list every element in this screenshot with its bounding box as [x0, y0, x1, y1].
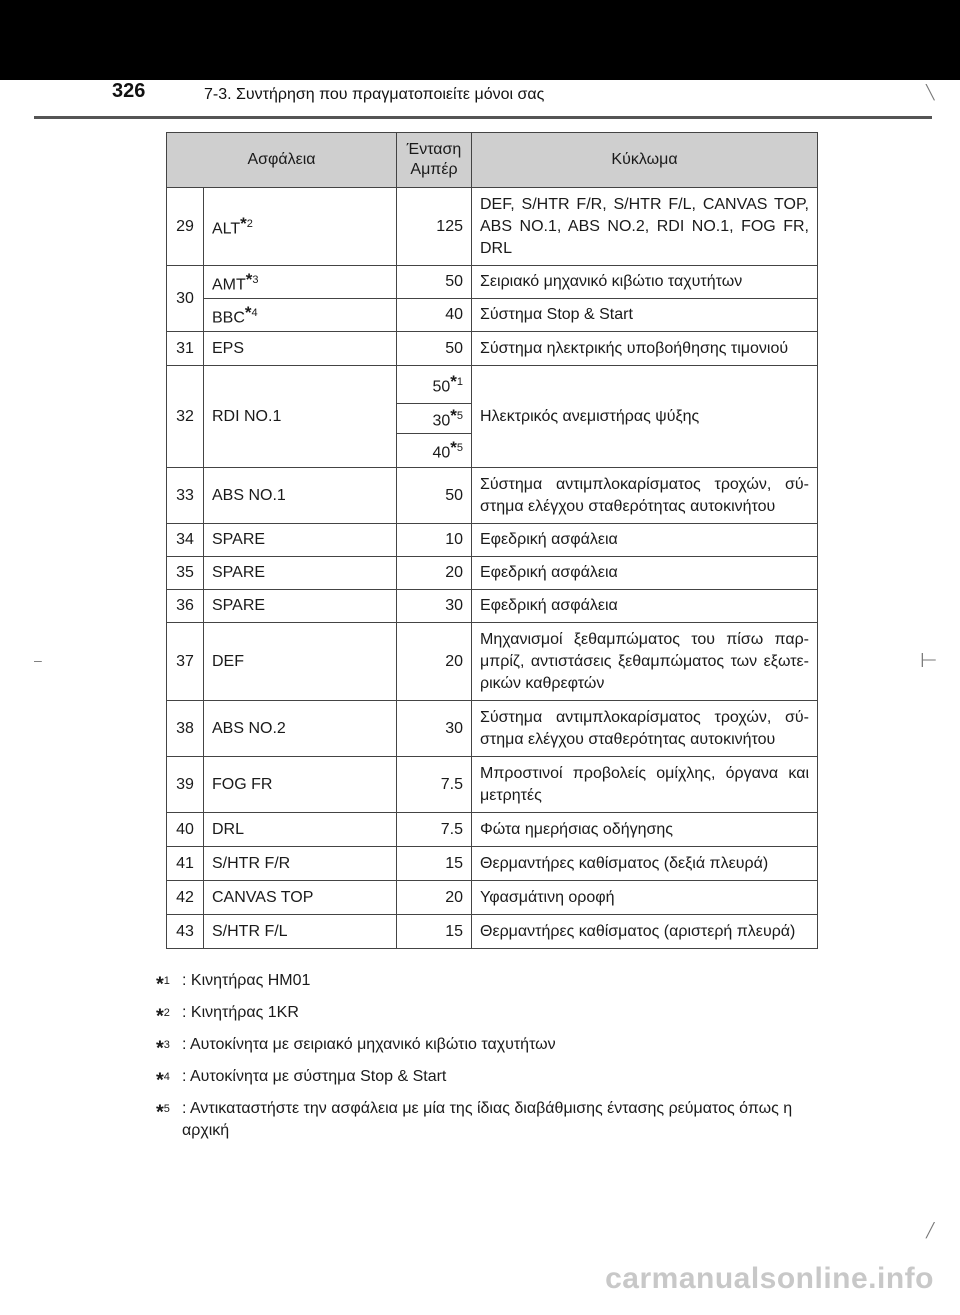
footnote: [156, 1098, 820, 1142]
fuse-amperage: 50$^{*1}$: [397, 366, 472, 404]
fuse-circuit: Υφασμάτινη οροφή: [472, 881, 818, 915]
fuse-name: ABS NO.1: [204, 468, 397, 524]
fuse-number: 38: [167, 701, 204, 757]
table-row: [167, 813, 818, 847]
fuse-number: 36: [167, 590, 204, 623]
fuse-amperage: 20: [397, 623, 472, 701]
table-row: [167, 590, 818, 623]
table-row: [167, 188, 818, 266]
fuse-amperage: 20: [397, 557, 472, 590]
fuse-number: 43: [167, 915, 204, 949]
fuse-circuit: Εφεδρική ασφάλεια: [472, 557, 818, 590]
fuse-number: 33: [167, 468, 204, 524]
fuse-name: ALT$^{*2}$: [204, 188, 397, 266]
fuse-circuit: Σύστημα αντιμπλοκαρίσματος τροχών, σύ-στημα ελέγχου σταθερότητας αυτοκινήτου: [472, 701, 818, 757]
fuse-amperage: 15: [397, 847, 472, 881]
table-row: [167, 524, 818, 557]
fuse-circuit: Σύστημα ηλεκτρικής υποβοήθησης τιμονιού: [472, 332, 818, 366]
fuse-name: FOG FR: [204, 757, 397, 813]
footnote: [156, 1034, 820, 1060]
fuse-name: SPARE: [204, 524, 397, 557]
fuse-amperage: 20: [397, 881, 472, 915]
fuse-circuit: Μηχανισμοί ξεθαμπώματος του πίσω παρ-μπρίζ, αντιστάσεις ξεθαμπώματος των εξωτε-ρικών καθρεφτών: [472, 623, 818, 701]
footnotes: [156, 970, 820, 1152]
footnote-text: : Αντικαταστήστε την ασφάλεια με μία της ίδιας διαβάθμισης έντασης ρεύματος όπως η αρχική: [182, 1100, 793, 1139]
table-row: [167, 299, 818, 332]
fuse-name: CANVAS TOP: [204, 881, 397, 915]
table-header-row: [167, 133, 818, 188]
fuse-amperage: 10: [397, 524, 472, 557]
footnote-marker: *$^5$: [156, 1101, 170, 1124]
fuse-amperage: 7.5: [397, 757, 472, 813]
fuse-number: 30: [167, 266, 204, 332]
header-rule: [34, 116, 932, 119]
table-row: [167, 847, 818, 881]
column-header-fuse: Ασφάλεια: [167, 133, 397, 188]
page-number: 326: [112, 80, 146, 102]
fuse-circuit: Ηλεκτρικός ανεμιστήρας ψύξης: [472, 366, 818, 468]
table-row: [167, 557, 818, 590]
fuse-number: 37: [167, 623, 204, 701]
fuse-name: RDI NO.1: [204, 366, 397, 468]
fuse-number: 39: [167, 757, 204, 813]
footnote-text: : Αυτοκίνητα με σειριακό μηχανικό κιβώτιο ταχυτήτων: [182, 1036, 556, 1053]
fuse-number: 42: [167, 881, 204, 915]
table-row: [167, 915, 818, 949]
fuse-circuit: Εφεδρική ασφάλεια: [472, 590, 818, 623]
footnote-marker: *$^2$: [156, 1005, 170, 1028]
footnote: [156, 1066, 820, 1092]
fuse-name: ABS NO.2: [204, 701, 397, 757]
fuse-number: 29: [167, 188, 204, 266]
footnote-text: : Κινητήρας 1KR: [182, 1004, 299, 1021]
fuse-name: BBC$^{*4}$: [204, 299, 397, 332]
footnote-marker: *$^4$: [156, 1069, 170, 1092]
fuse-name: EPS: [204, 332, 397, 366]
fuse-name: S/HTR F/R: [204, 847, 397, 881]
footnote-text: : Κινητήρας HM01: [182, 972, 311, 989]
footnote: [156, 970, 820, 996]
crop-mark-top-right: ╲: [926, 84, 935, 100]
site-watermark: carmanualsonline.info: [605, 1262, 934, 1295]
fuse-amperage: 15: [397, 915, 472, 949]
table-row: [167, 366, 818, 404]
table-row: [167, 757, 818, 813]
fuse-circuit: Φώτα ημερήσιας οδήγησης: [472, 813, 818, 847]
fuse-circuit: Θερμαντήρες καθίσματος (αριστερή πλευρά): [472, 915, 818, 949]
fuse-circuit: Σύστημα αντιμπλοκαρίσματος τροχών, σύ-στημα ελέγχου σταθερότητας αυτοκινήτου: [472, 468, 818, 524]
fuse-circuit: Εφεδρική ασφάλεια: [472, 524, 818, 557]
table-row: [167, 468, 818, 524]
fuse-amperage: 7.5: [397, 813, 472, 847]
fuse-number: 40: [167, 813, 204, 847]
crop-mark-right: ⊢: [920, 650, 938, 672]
fuse-name: DRL: [204, 813, 397, 847]
fuse-number: 34: [167, 524, 204, 557]
fuse-amperage: 30: [397, 701, 472, 757]
fuse-amperage: 125: [397, 188, 472, 266]
fuse-number: 32: [167, 366, 204, 468]
fuse-amperage: 50: [397, 266, 472, 299]
fuse-number: 31: [167, 332, 204, 366]
fuse-amperage: 40$^{*5}$: [397, 434, 472, 468]
footnote: [156, 1002, 820, 1028]
crop-mark-bottom-right: ╱: [926, 1222, 935, 1238]
table-row: [167, 266, 818, 299]
fuse-circuit: Σύστημα Stop & Start: [472, 299, 818, 332]
fuse-amperage: 30: [397, 590, 472, 623]
table-row: [167, 701, 818, 757]
fuse-name: AMT$^{*3}$: [204, 266, 397, 299]
footnote-text: : Αυτοκίνητα με σύστημα Stop & Start: [182, 1068, 447, 1085]
fuse-circuit: Θερμαντήρες καθίσματος (δεξιά πλευρά): [472, 847, 818, 881]
table-row: [167, 332, 818, 366]
fuse-name: SPARE: [204, 590, 397, 623]
column-header-circuit: Κύκλωμα: [472, 133, 818, 188]
crop-mark-left: –: [34, 652, 42, 668]
fuse-circuit: Σειριακό μηχανικό κιβώτιο ταχυτήτων: [472, 266, 818, 299]
footnote-marker: *$^1$: [156, 973, 170, 996]
column-header-amperage: Ένταση Αμπέρ: [397, 133, 472, 188]
table-row: [167, 623, 818, 701]
fuse-circuit: Μπροστινοί προβολείς ομίχλης, όργανα και μετρητές: [472, 757, 818, 813]
fuse-name: S/HTR F/L: [204, 915, 397, 949]
fuse-name: SPARE: [204, 557, 397, 590]
fuse-number: 41: [167, 847, 204, 881]
fuse-circuit: DEF, S/HTR F/R, S/HTR F/L, CANVAS TOP, ABS NO.1, ABS NO.2, RDI NO.1, FOG FR, DRL: [472, 188, 818, 266]
footnote-marker: *$^3$: [156, 1037, 170, 1060]
fuse-amperage: 30$^{*5}$: [397, 404, 472, 434]
fuse-amperage: 40: [397, 299, 472, 332]
fuse-amperage: 50: [397, 332, 472, 366]
top-black-band: [0, 0, 960, 80]
table-row: [167, 881, 818, 915]
fuse-number: 35: [167, 557, 204, 590]
section-title: 7-3. Συντήρηση που πραγματοποιείτε μόνοι σας: [204, 86, 545, 103]
fuse-table: [166, 132, 818, 949]
fuse-amperage: 50: [397, 468, 472, 524]
fuse-name: DEF: [204, 623, 397, 701]
